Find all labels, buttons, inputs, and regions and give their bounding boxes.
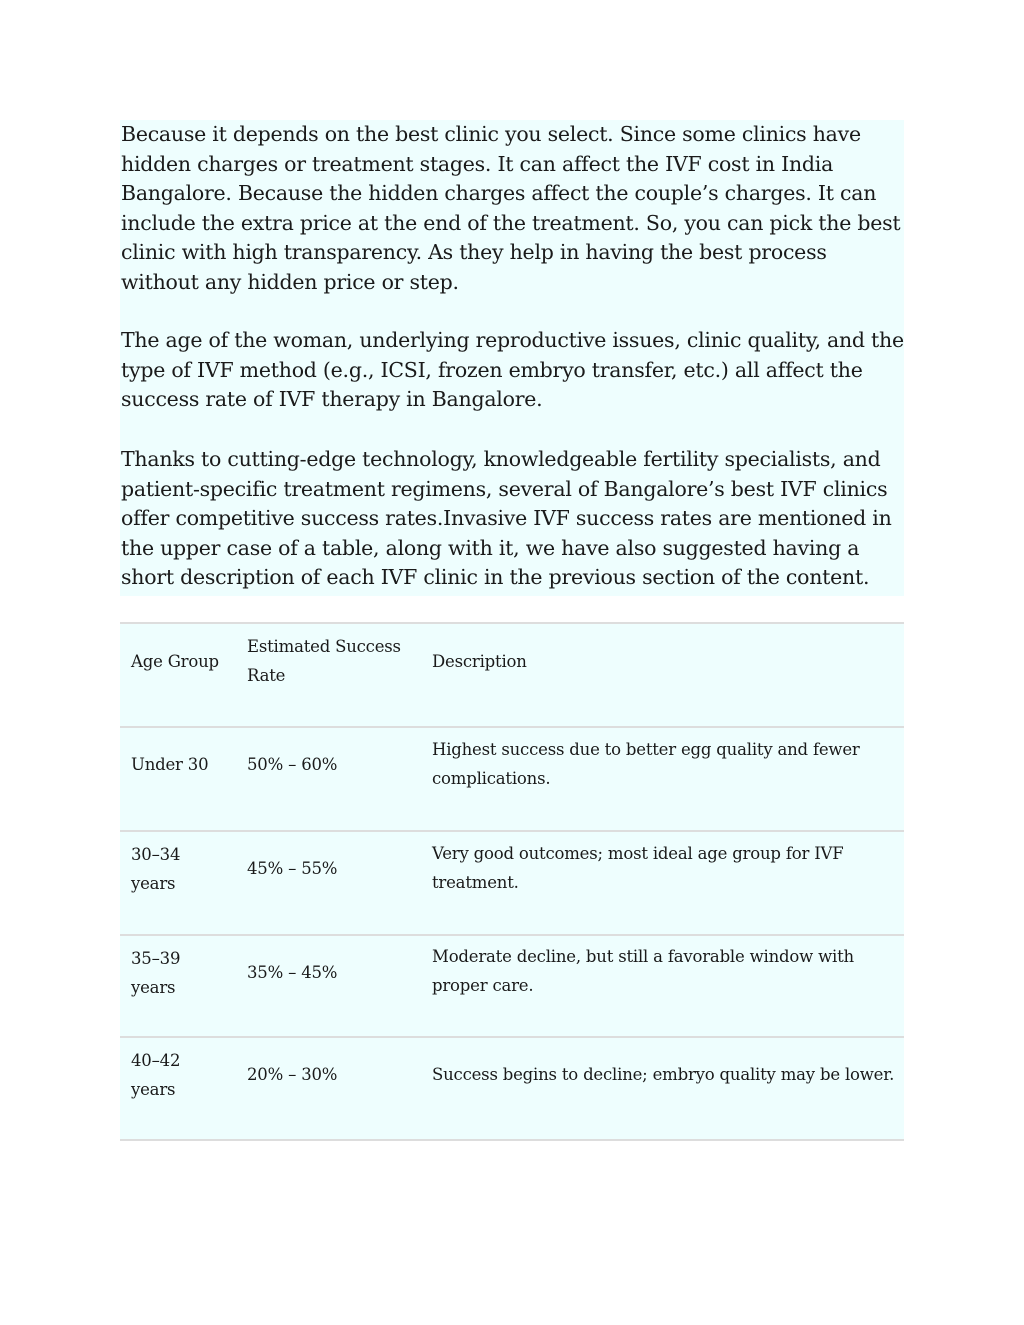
- table-row: [120, 934, 904, 1036]
- cell-success-rate: 35% – 45%: [247, 963, 338, 982]
- table-row: [120, 830, 904, 934]
- cell-description: Success begins to decline; embryo quality may be lower.: [432, 1065, 895, 1084]
- table-row: [120, 1036, 904, 1139]
- table-row: [120, 726, 904, 830]
- table-header-row: [120, 622, 904, 726]
- paragraph-success-factors: The age of the woman, underlying reproductive issues, clinic quality, and the type of IVF method (e.g., ICSI, frozen embryo transfer, etc.) all affect the success rate of IVF therapy in Bangalore.: [121, 328, 904, 412]
- cell-success-rate: 20% – 30%: [247, 1065, 338, 1084]
- cell-description: Moderate decline, but still a favorable window with proper care.: [432, 947, 854, 995]
- header-description: Description: [432, 652, 527, 671]
- cell-age-group: 35–39 years: [131, 949, 181, 997]
- table-bottom-border: [120, 1139, 904, 1141]
- intro-text-block: [120, 120, 904, 596]
- cell-description: Highest success due to better egg quality and fewer complications.: [432, 740, 860, 788]
- cell-age-group: 40–42 years: [131, 1051, 181, 1099]
- cell-age-group: Under 30: [131, 755, 209, 774]
- header-age-group: Age Group: [131, 652, 219, 671]
- header-estimated-success-rate: Estimated Success Rate: [247, 637, 401, 685]
- cell-description: Very good outcomes; most ideal age group for IVF treatment.: [432, 844, 844, 892]
- cell-success-rate: 45% – 55%: [247, 859, 338, 878]
- paragraph-hidden-charges: Because it depends on the best clinic you select. Since some clinics have hidden charges or treatment stages. It can affect the IVF cost in India Bangalore. Because the hidden charges affect the couple’s charges. It can include the extra price at the end of the treatment. So, you can pick the best clinic with high transparency. As they help in having the best process without any hidden price or step.: [121, 122, 901, 294]
- success-rate-table: [120, 622, 904, 1141]
- cell-age-group: 30–34 years: [131, 845, 181, 893]
- cell-success-rate: 50% – 60%: [247, 755, 338, 774]
- paragraph-success-rates: Thanks to cutting-edge technology, knowledgeable fertility specialists, and patient-specific treatment regimens, several of Bangalore’s best IVF clinics offer competitive success rates.Invasive IVF success rates are mentioned in the upper case of a table, along with it, we have also suggested having a short description of each IVF clinic in the previous section of the content.: [121, 447, 892, 590]
